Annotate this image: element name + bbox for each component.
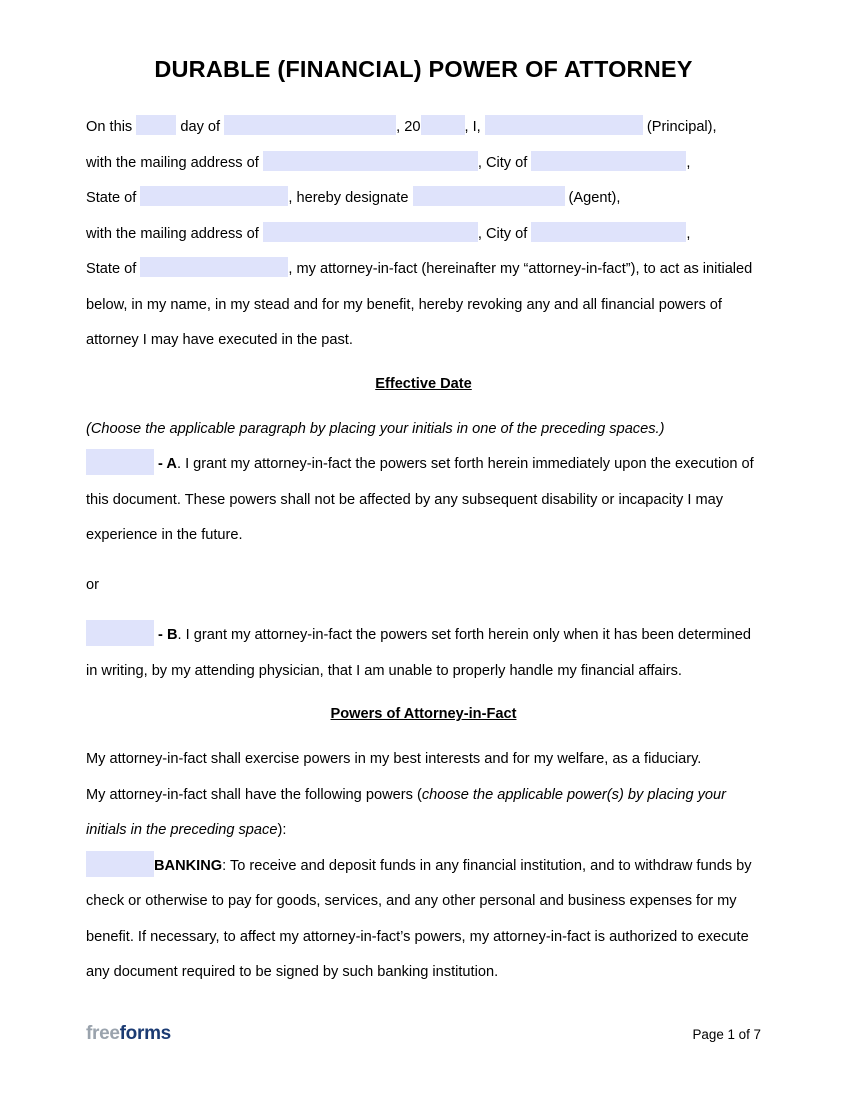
logo-forms-text: forms [119,1023,171,1044]
agent-city-blank[interactable] [531,222,686,242]
principal-name-blank[interactable] [485,115,643,135]
intro-text-3: , 20 [396,119,421,136]
option-a-label: - A [154,456,177,473]
option-a-initials-blank[interactable] [86,449,154,475]
intro-text-11: (Agent), [564,190,621,207]
powers-heading: Powers of Attorney-in-Fact [330,706,517,723]
powers-text-a: My attorney-in-fact shall have the following powers ( [86,786,422,803]
option-a-paragraph [86,447,761,554]
day-blank[interactable] [136,115,176,135]
principal-address-blank[interactable] [263,151,478,171]
agent-address-blank[interactable] [263,222,478,242]
effective-date-heading: Effective Date [375,375,472,392]
principal-city-blank[interactable] [531,151,686,171]
agent-name-blank[interactable] [413,186,565,206]
page-title: DURABLE (FINANCIAL) POWER OF ATTORNEY [154,56,693,82]
option-b-initials-blank[interactable] [86,620,154,646]
intro-text-16: , my attorney-in-fact (hereinafter my “attorney-in-fact”), to act as initialed below, in my name, in my stead and for my benefit, hereby revoking any and all financial powers of attorney I may have executed in the past. [86,261,753,349]
year-blank[interactable] [421,115,465,135]
logo-free-text: free [86,1023,120,1044]
option-b-text: . I grant my attorney-in-fact the powers set forth herein only when it has been determined in writing, by my attending physician, that I am unable to properly handle my financial affairs. [86,627,752,679]
intro-text-5: (Principal), [642,119,717,136]
intro-text-8: , [686,154,691,171]
intro-text-9: State of [86,190,141,207]
option-separator: or [86,577,99,594]
instruction-text: (Choose the applicable paragraph by placing your initials in one of the preceding spaces.) [86,420,665,437]
option-b-paragraph [86,618,761,689]
option-b-label: - B [154,627,178,644]
banking-text: : To receive and deposit funds in any financial institution, and to withdraw funds by check or otherwise to pay for goods, services, and any other personal and business expenses for my benefit. If necessary, to affect my attorney-in-fact’s powers, my attorney-in-fact is authorized to execute any document required to be signed by such banking institution. [86,857,752,981]
intro-text-7: , City of [477,154,532,171]
document-content [86,55,761,991]
effective-date-instruction [86,412,761,448]
powers-paragraph-2 [86,778,761,849]
intro-text-13: , City of [477,225,532,242]
intro-text-4: , I, [464,119,485,136]
powers-paragraph-1: My attorney-in-fact shall exercise powers in my best interests and for my welfare, as a fiduciary. [86,751,702,768]
intro-text-10: , hereby designate [288,190,413,207]
freeforms-logo [86,1023,171,1045]
option-a-text: . I grant my attorney-in-fact the powers set forth herein immediately upon the execution of this document. These powers shall not be affected by any subsequent disability or incapacity I may experience in the future. [86,456,754,544]
intro-text-2: day of [176,119,225,136]
intro-text-6: with the mailing address of [86,154,263,171]
intro-paragraph [86,110,761,359]
banking-power-paragraph [86,849,761,991]
page-footer [86,1023,761,1047]
intro-text-15: State of [86,261,141,278]
page-number: Page 1 of 7 [692,1027,761,1042]
agent-state-blank[interactable] [140,257,288,277]
intro-text-14: , [686,225,691,242]
principal-state-blank[interactable] [140,186,288,206]
intro-text-1: On this [86,119,137,136]
banking-initials-blank[interactable] [86,851,154,877]
banking-label: BANKING [154,857,223,874]
intro-text-12: with the mailing address of [86,225,263,242]
month-blank[interactable] [224,115,396,135]
powers-text-emphasis: choose the applicable power(s) by placing your initials in the preceding space [86,786,727,839]
powers-text-b: ): [277,822,287,839]
